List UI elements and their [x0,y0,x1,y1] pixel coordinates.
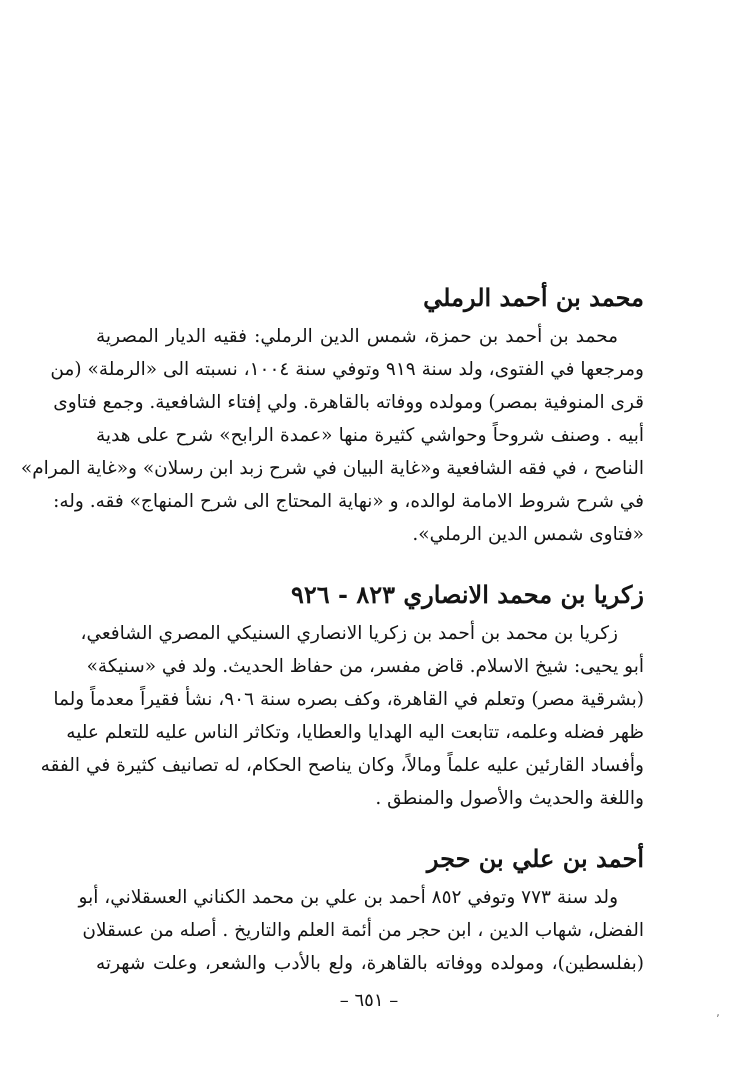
entry-text-line: ولد سنة ٧٧٣ وتوفي ٨٥٢ أحمد بن علي بن محمد الكناني العسقلاني، أبو [78,887,618,908]
entry-ansari [40,577,644,815]
entry-title: محمد بن أحمد الرملي [423,283,644,312]
entry-text-line: زكريا بن محمد بن أحمد بن زكريا الانصاري السنيكي المصري الشافعي، [80,623,618,644]
entry-ibn-hajar [78,841,644,980]
entry-text-line: قرى المنوفية بمصر) ومولده ووفاته بالقاهرة. ولي إفتاء الشافعية. وجمع فتاوى [53,392,644,413]
entry-title: زكريا بن محمد الانصاري ٨٢٣ - ٩٢٦ [291,580,644,609]
page-body [20,280,644,980]
entry-text-line: الفضل، شهاب الدين ، ابن حجر من أئمة العلم والتاريخ . أصله من عسقلان [82,920,644,941]
entry-text-line: (بفلسطين)، ومولده ووفاته بالقاهرة، ولع بالأدب والشعر، وعلت شهرته [96,953,644,974]
entry-title: أحمد بن علي بن حجر [426,844,644,873]
entry-text-line: ومرجعها في الفتوى، ولد سنة ٩١٩ وتوفي سنة ١٠٠٤، نسبته الى «الرملة» (من [50,359,644,380]
entry-text-line: وأفساد القارئين عليه علماً ومالاً، وكان يناصح الحكام، له تصانيف كثيرة في الفقه [40,755,644,776]
entry-text-line: الناصح ، في فقه الشافعية و«غاية البيان في شرح زبد ابن رسلان» و«غاية المرام» [20,458,644,479]
margin-mark: ٬ [716,1012,720,1026]
entry-ramli [20,280,644,551]
page-number: – ٦٥١ – [339,990,399,1011]
entry-text-line: (بشرقية مصر) وتعلم في القاهرة، وكف بصره سنة ٩٠٦، نشأ فقيراً معدماً ولما [53,689,644,710]
entry-text-line: «فتاوى شمس الدين الرملي». [412,524,644,545]
entry-text-line: ظهر فضله وعلمه، تتابعت اليه الهدايا والعطايا، وتكاثر الناس عليه للتعلم عليه [66,722,644,743]
entry-text-line: أبيه . وصنف شروحاً وحواشي كثيرة منها «عمدة الرابح» شرح على هدية [96,425,644,446]
entry-text-line: محمد بن أحمد بن حمزة، شمس الدين الرملي: فقيه الديار المصرية [96,326,618,347]
entry-text-line: أبو يحيى: شيخ الاسلام. قاض مفسر، من حفاظ الحديث. ولد في «سنيكة» [86,656,644,677]
entry-text-line: في شرح شروط الامامة لوالده، و «نهاية المحتاج الى شرح المنهاج» فقه. وله: [53,491,644,512]
entry-text-line: واللغة والحديث والأصول والمنطق . [375,788,644,809]
